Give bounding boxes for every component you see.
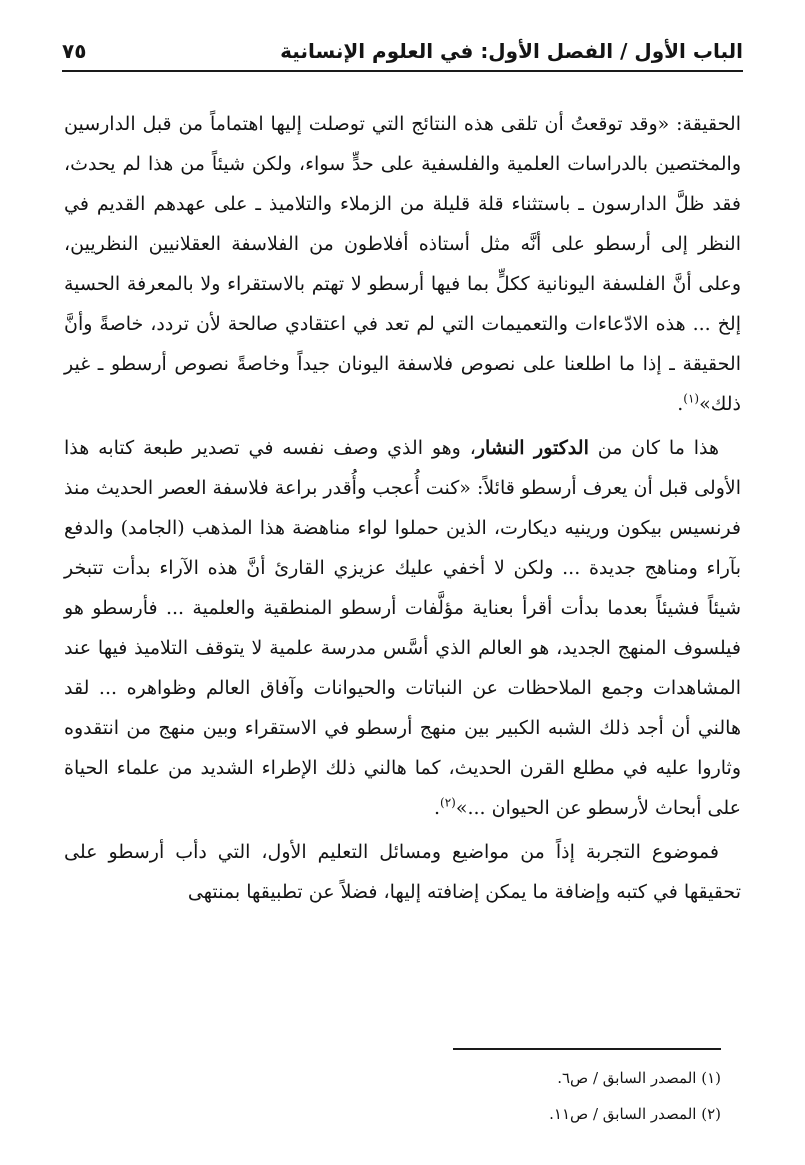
footnotes — [200, 1060, 721, 1132]
footnote-ref-1: (١) — [683, 391, 700, 406]
footnote-1: (١) المصدر السابق / ص٦. — [557, 1069, 721, 1087]
page-number: ٧٥ — [62, 39, 87, 63]
paragraph-2-lead: هذا ما كان من — [588, 437, 720, 459]
running-title: الباب الأول / الفصل الأول: في العلوم الإنسانية — [280, 39, 743, 63]
page-header — [62, 26, 743, 66]
body-text — [64, 104, 741, 916]
paragraph-3 — [64, 832, 741, 912]
paragraph-1 — [64, 104, 741, 424]
footnote-2: (٢) المصدر السابق / ص١١. — [549, 1105, 721, 1123]
paragraph-2-end: . — [433, 797, 440, 819]
footnote-rule — [453, 1048, 721, 1050]
paragraph-1-text: الحقيقة: «وقد توقعتُ أن تلقى هذه النتائج التي توصلت إليها اهتماماً من قبل الدارسين والمختصين بالدراسات العلمية والفلسفية على حدٍّ سواء، ولكن شيئاً من هذا لم يحدث، فقد ظلَّ الدارسون ـ باستثناء قلة قليلة من الزملاء والتلاميذ ـ على عهدهم القديم في النظر إلى أرسطو على أنَّه مثل أستاذه أفلاطون من الفلاسفة العقلانيين النظريين، وعلى أنَّ الفلسفة اليونانية ككلٍّ بما فيها أرسطو لا تهتم بالاستقراء ولا بالمعرفة الحسية إلخ ... هذه الادّعاءات والتعميمات التي لم تعد في اعتقادي صالحة لأن تردد، خاصةً وأنَّ الحقيقة ـ إذا ما اطلعنا على نصوص فلاسفة اليونان جيداً وخاصةً نصوص أرسطو ـ غير ذلك» — [64, 113, 741, 415]
footnote-ref-2: (٢) — [440, 795, 456, 810]
paragraph-2-bold-name: الدكتور النشار — [475, 437, 589, 459]
header-rule — [62, 70, 743, 72]
paragraph-2 — [64, 428, 741, 828]
paragraph-2-text: ، وهو الذي وصف نفسه في تصدير طبعة كتابه هذا الأولى قبل أن يعرف أرسطو قائلاً: «كنت أُعجب وأُقدر براعة فلاسفة العصر الحديث منذ فرنسيس بيكون ورينيه ديكارت، الذين حملوا لواء مناهضة هذا المذهب (الجامد) والدفع بآراء ومناهج جديدة ... ولكن لا أخفي عليك عزيزي القارئ أنَّ هذه الآراء بدأت تتبخر شيئاً فشيئاً بعدما بدأت أقرأ بعناية مؤلَّفات أرسطو المنطقية والعلمية ... فأرسطو هو فيلسوف المنهج الجديد، هو العالم الذي أسَّس مدرسة علمية لا يتوقف التلاميذ فيها عند المشاهدات وجمع الملاحظات عن النباتات والحيوانات وآفاق العالم وظواهره ... لقد هالني أن أجد ذلك الشبه الكبير بين منهج أرسطو في الاستقراء وبين منهج من انتقدوه وثاروا عليه في مطلع القرن الحديث، كما هالني ذلك الإطراء الشديد من علماء الحياة على أبحاث لأرسطو عن الحيوان ...» — [64, 437, 741, 819]
paragraph-1-end: . — [677, 393, 684, 415]
paragraph-3-text: فموضوع التجربة إذاً من مواضيع ومسائل التعليم الأول، التي دأب أرسطو على تحقيقها في كتبه وإضافة ما يمكن إضافته إليها، فضلاً عن تطبيقها بمنتهى — [64, 841, 741, 903]
